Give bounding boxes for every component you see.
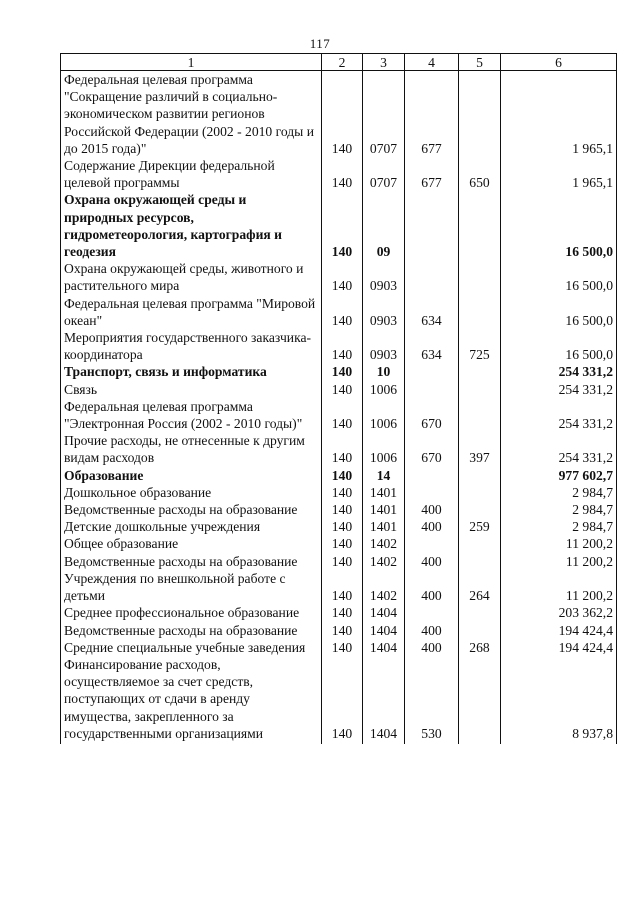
expense-type-code — [459, 484, 501, 501]
amount: 254 331,2 — [501, 363, 617, 380]
ministry-code: 140 — [322, 157, 363, 191]
amount: 8 937,8 — [501, 656, 617, 744]
amount: 254 331,2 — [501, 398, 617, 432]
target-item-code: 400 — [405, 622, 459, 639]
amount: 1 965,1 — [501, 157, 617, 191]
amount: 16 500,0 — [501, 295, 617, 329]
ministry-code: 140 — [322, 381, 363, 398]
target-item-code: 530 — [405, 656, 459, 744]
expense-name: Среднее профессиональное образование — [61, 604, 322, 621]
amount: 16 500,0 — [501, 191, 617, 260]
table-row — [61, 295, 617, 329]
section-code: 1404 — [363, 622, 405, 639]
target-item-code: 634 — [405, 329, 459, 363]
section-code: 1402 — [363, 570, 405, 604]
ministry-code: 140 — [322, 71, 363, 158]
column-header: 4 — [405, 54, 459, 71]
expense-name: Средние специальные учебные заведения — [61, 639, 322, 656]
expense-name: Федеральная целевая программа "Мировой океан" — [61, 295, 322, 329]
column-header: 2 — [322, 54, 363, 71]
target-item-code: 400 — [405, 518, 459, 535]
budget-table — [60, 53, 617, 744]
ministry-code: 140 — [322, 363, 363, 380]
expense-type-code: 725 — [459, 329, 501, 363]
amount: 194 424,4 — [501, 622, 617, 639]
ministry-code: 140 — [322, 484, 363, 501]
amount: 16 500,0 — [501, 329, 617, 363]
amount: 16 500,0 — [501, 260, 617, 294]
ministry-code: 140 — [322, 191, 363, 260]
ministry-code: 140 — [322, 329, 363, 363]
section-code: 1404 — [363, 639, 405, 656]
expense-type-code — [459, 191, 501, 260]
column-header: 1 — [61, 54, 322, 71]
section-code: 1404 — [363, 604, 405, 621]
ministry-code: 140 — [322, 260, 363, 294]
amount: 2 984,7 — [501, 518, 617, 535]
ministry-code: 140 — [322, 604, 363, 621]
ministry-code: 140 — [322, 501, 363, 518]
expense-type-code — [459, 71, 501, 158]
section-code: 1402 — [363, 535, 405, 552]
expense-type-code: 264 — [459, 570, 501, 604]
table-row — [61, 467, 617, 484]
table-row — [61, 570, 617, 604]
section-code: 1401 — [363, 484, 405, 501]
table-row — [61, 535, 617, 552]
section-code: 0707 — [363, 157, 405, 191]
expense-type-code — [459, 467, 501, 484]
ministry-code: 140 — [322, 570, 363, 604]
expense-type-code: 650 — [459, 157, 501, 191]
amount: 1 965,1 — [501, 71, 617, 158]
expense-name: Учреждения по внешкольной работе с детьми — [61, 570, 322, 604]
section-code: 1006 — [363, 381, 405, 398]
expense-type-code — [459, 553, 501, 570]
ministry-code: 140 — [322, 622, 363, 639]
table-row — [61, 329, 617, 363]
amount: 977 602,7 — [501, 467, 617, 484]
target-item-code: 677 — [405, 157, 459, 191]
expense-type-code — [459, 398, 501, 432]
section-code: 1006 — [363, 432, 405, 466]
expense-name: Дошкольное образование — [61, 484, 322, 501]
page-number: 117 — [309, 36, 331, 51]
target-item-code — [405, 604, 459, 621]
target-item-code — [405, 484, 459, 501]
expense-name: Связь — [61, 381, 322, 398]
expense-name: Образование — [61, 467, 322, 484]
amount: 254 331,2 — [501, 381, 617, 398]
expense-name: Детские дошкольные учреждения — [61, 518, 322, 535]
expense-name: Содержание Дирекции федеральной целевой программы — [61, 157, 322, 191]
section-code: 1006 — [363, 398, 405, 432]
ministry-code: 140 — [322, 518, 363, 535]
table-row — [61, 398, 617, 432]
amount: 194 424,4 — [501, 639, 617, 656]
amount: 2 984,7 — [501, 484, 617, 501]
section-code: 0707 — [363, 71, 405, 158]
ministry-code: 140 — [322, 295, 363, 329]
expense-name: Охрана окружающей среды, животного и растительного мира — [61, 260, 322, 294]
target-item-code: 670 — [405, 398, 459, 432]
target-item-code — [405, 535, 459, 552]
amount: 11 200,2 — [501, 553, 617, 570]
expense-type-code: 397 — [459, 432, 501, 466]
target-item-code: 400 — [405, 501, 459, 518]
expense-name: Охрана окружающей среды и природных ресурсов, гидрометеорология, картография и геодезия — [61, 191, 322, 260]
target-item-code: 400 — [405, 639, 459, 656]
table-row — [61, 501, 617, 518]
ministry-code: 140 — [322, 639, 363, 656]
expense-name: Транспорт, связь и информатика — [61, 363, 322, 380]
target-item-code — [405, 191, 459, 260]
table-header-row — [61, 54, 617, 71]
expense-name: Мероприятия государственного заказчика-координатора — [61, 329, 322, 363]
expense-type-code — [459, 501, 501, 518]
ministry-code: 140 — [322, 656, 363, 744]
amount: 254 331,2 — [501, 432, 617, 466]
target-item-code: 677 — [405, 71, 459, 158]
expense-type-code — [459, 295, 501, 329]
table-row — [61, 363, 617, 380]
section-code: 09 — [363, 191, 405, 260]
table-row — [61, 622, 617, 639]
target-item-code: 670 — [405, 432, 459, 466]
table-row — [61, 260, 617, 294]
section-code: 1401 — [363, 518, 405, 535]
section-code: 0903 — [363, 260, 405, 294]
amount: 203 362,2 — [501, 604, 617, 621]
table-row — [61, 604, 617, 621]
amount: 11 200,2 — [501, 535, 617, 552]
column-header: 3 — [363, 54, 405, 71]
expense-name: Ведомственные расходы на образование — [61, 501, 322, 518]
target-item-code: 400 — [405, 553, 459, 570]
section-code: 0903 — [363, 329, 405, 363]
target-item-code — [405, 381, 459, 398]
table-row — [61, 656, 617, 744]
section-code: 1404 — [363, 656, 405, 744]
column-header: 5 — [459, 54, 501, 71]
table-row — [61, 381, 617, 398]
ministry-code: 140 — [322, 398, 363, 432]
ministry-code: 140 — [322, 432, 363, 466]
section-code: 10 — [363, 363, 405, 380]
amount: 11 200,2 — [501, 570, 617, 604]
expense-name: Федеральная целевая программа "Электронная Россия (2002 - 2010 годы)" — [61, 398, 322, 432]
section-code: 1402 — [363, 553, 405, 570]
table-row — [61, 553, 617, 570]
expense-type-code — [459, 260, 501, 294]
expense-type-code — [459, 604, 501, 621]
expense-name: Федеральная целевая программа "Сокращение различий в социально-экономическом развитии регионов Российской Федерации (2002 - 2010 годы и до 2015 года)" — [61, 71, 322, 158]
expense-name: Финансирование расходов, осуществляемое за счет средств, поступающих от сдачи в аренду имущества, закрепленного за государственными организациями — [61, 656, 322, 744]
column-header: 6 — [501, 54, 617, 71]
expense-type-code — [459, 535, 501, 552]
expense-name: Ведомственные расходы на образование — [61, 622, 322, 639]
expense-type-code: 268 — [459, 639, 501, 656]
amount: 2 984,7 — [501, 501, 617, 518]
ministry-code: 140 — [322, 553, 363, 570]
expense-name: Общее образование — [61, 535, 322, 552]
table-row — [61, 639, 617, 656]
expense-name: Ведомственные расходы на образование — [61, 553, 322, 570]
ministry-code: 140 — [322, 467, 363, 484]
target-item-code: 634 — [405, 295, 459, 329]
target-item-code — [405, 260, 459, 294]
section-code: 14 — [363, 467, 405, 484]
target-item-code — [405, 363, 459, 380]
table-row — [61, 157, 617, 191]
ministry-code: 140 — [322, 535, 363, 552]
expense-type-code — [459, 656, 501, 744]
target-item-code: 400 — [405, 570, 459, 604]
expense-type-code — [459, 363, 501, 380]
expense-name: Прочие расходы, не отнесенные к другим видам расходов — [61, 432, 322, 466]
table-row — [61, 432, 617, 466]
table-row — [61, 484, 617, 501]
table-row — [61, 518, 617, 535]
section-code: 1401 — [363, 501, 405, 518]
section-code: 0903 — [363, 295, 405, 329]
expense-type-code: 259 — [459, 518, 501, 535]
target-item-code — [405, 467, 459, 484]
expense-type-code — [459, 622, 501, 639]
table-row — [61, 71, 617, 158]
table-row — [61, 191, 617, 260]
expense-type-code — [459, 381, 501, 398]
